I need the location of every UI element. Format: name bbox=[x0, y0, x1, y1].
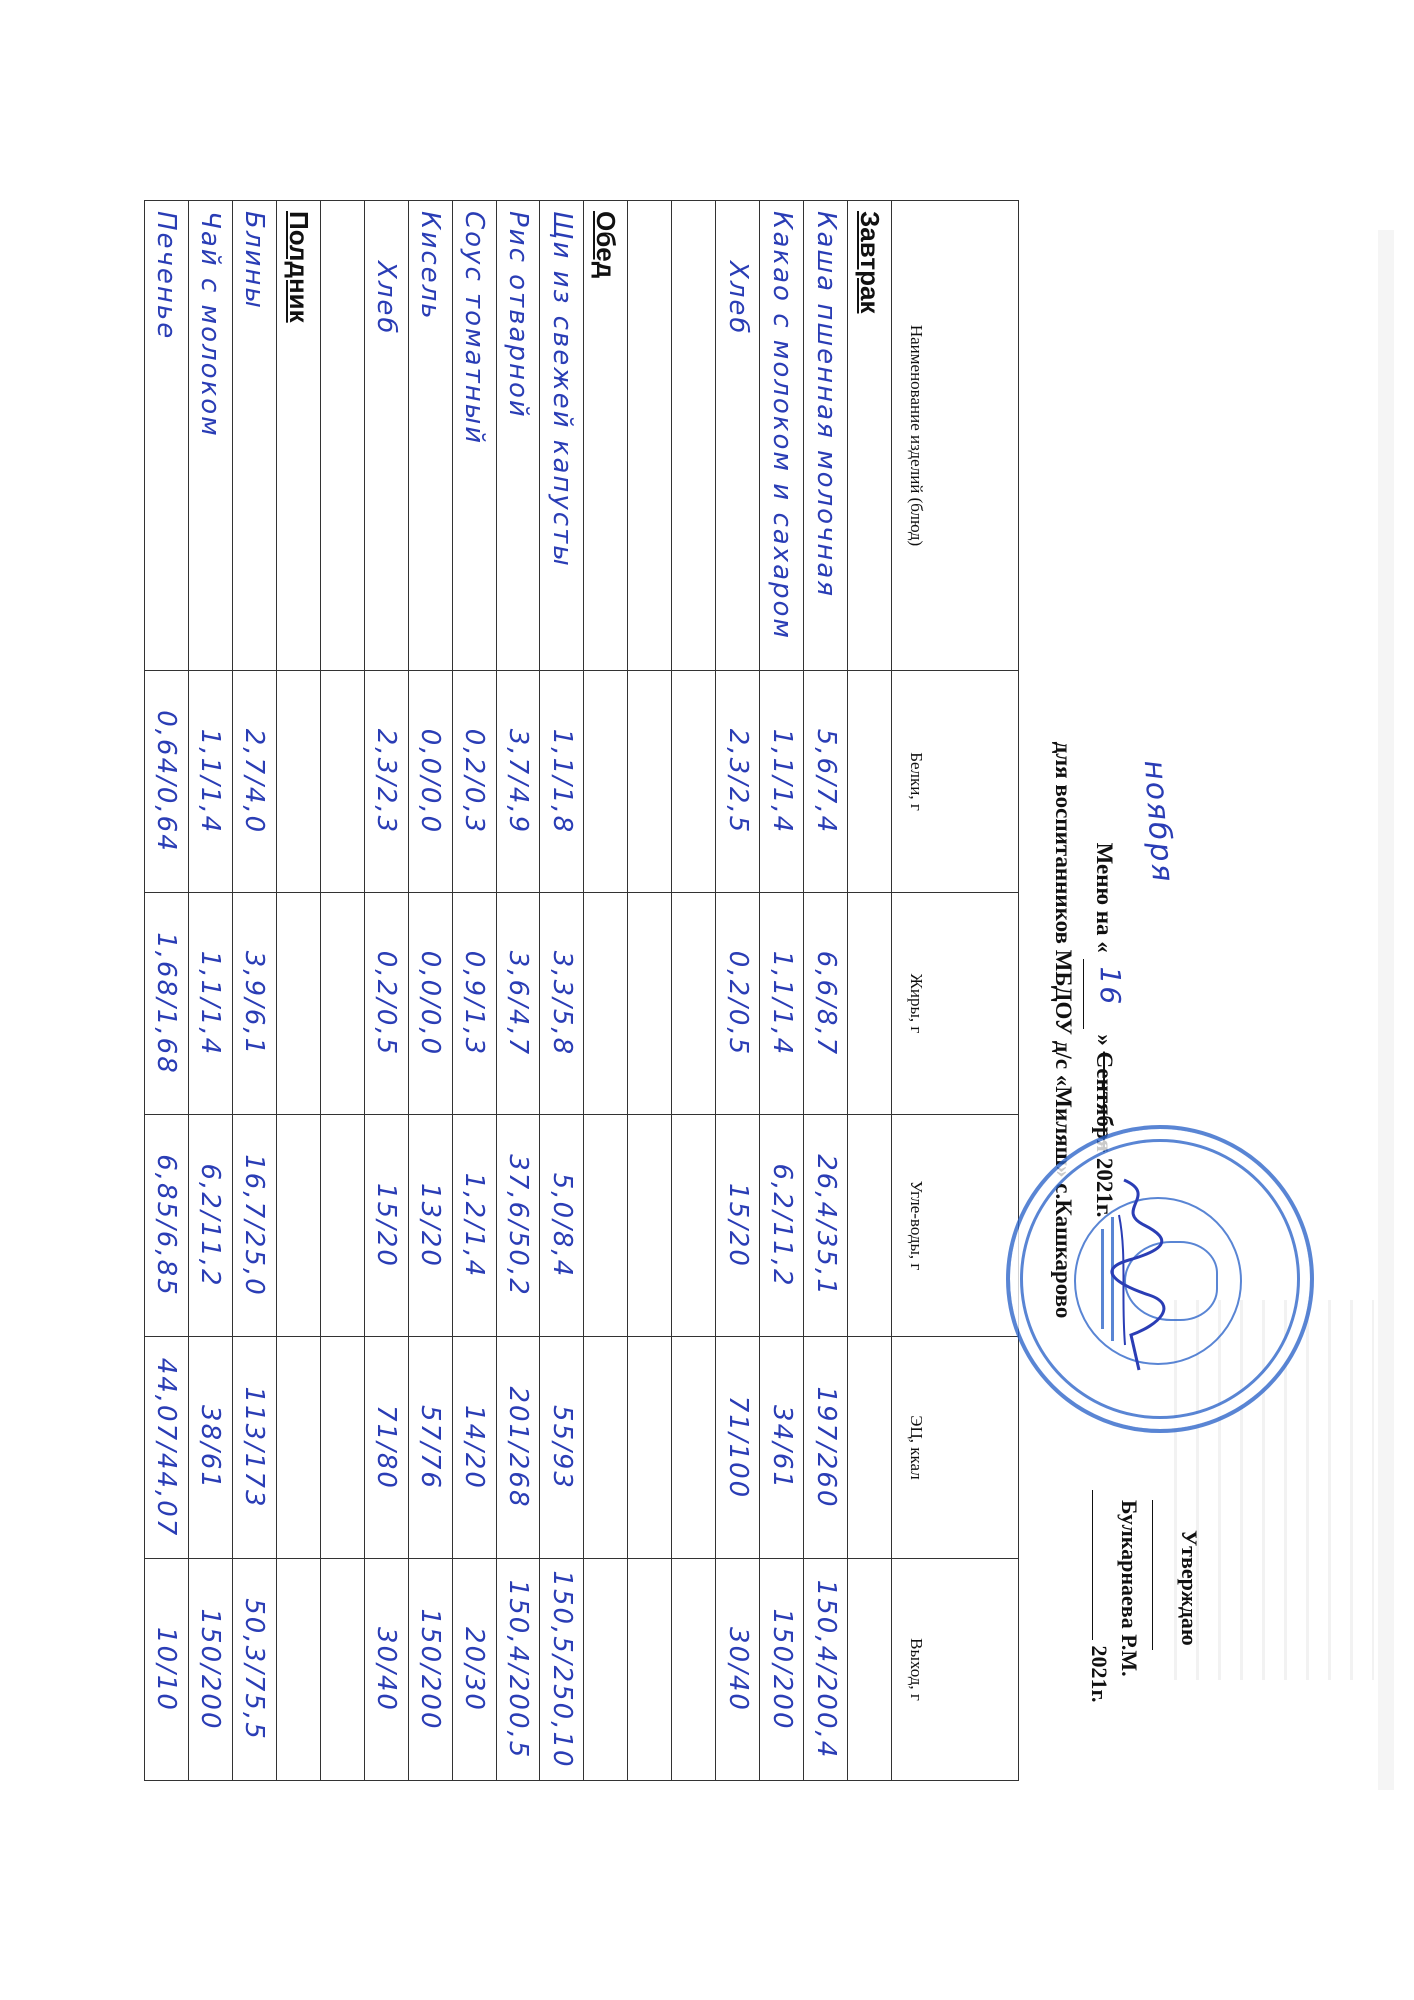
table-header-row bbox=[892, 201, 1019, 1781]
cell-carbs: 13/20 bbox=[408, 1115, 452, 1337]
blank-row bbox=[320, 201, 364, 1781]
cell-protein bbox=[672, 671, 716, 893]
signature-icon bbox=[1109, 1175, 1169, 1375]
cell-carbs: 16,7/25,0 bbox=[232, 1115, 276, 1337]
cell-yield: 150/200 bbox=[189, 1559, 233, 1781]
cell-dish bbox=[320, 201, 364, 671]
cell-fat: 3,6/4,7 bbox=[496, 893, 540, 1115]
title-year: 2021г. bbox=[1092, 1157, 1117, 1218]
seal-text-line bbox=[1101, 1229, 1104, 1329]
cell-protein bbox=[584, 671, 628, 893]
cell-fat: 0,9/1,3 bbox=[452, 893, 496, 1115]
header-protein: Белки, г bbox=[892, 671, 1019, 893]
table-row bbox=[232, 201, 276, 1781]
cell-carbs: 1,2/1,4 bbox=[452, 1115, 496, 1337]
cell-dish: Каша пшенная молочная bbox=[804, 201, 848, 671]
approval-year: 2021г. bbox=[1087, 1645, 1112, 1703]
cell-dish: Чай с молоком bbox=[189, 201, 233, 671]
cell-energy: 71/80 bbox=[364, 1337, 408, 1559]
cell-protein bbox=[628, 671, 672, 893]
cell-energy: 201/268 bbox=[496, 1337, 540, 1559]
section-label: Полдник bbox=[276, 201, 320, 671]
table-row bbox=[364, 201, 408, 1781]
cell-dish bbox=[672, 201, 716, 671]
approval-date-line bbox=[1092, 1490, 1093, 1640]
cell-fat bbox=[848, 893, 892, 1115]
cell-yield bbox=[848, 1559, 892, 1781]
cell-energy: 14/20 bbox=[452, 1337, 496, 1559]
table-body bbox=[145, 201, 892, 1781]
cell-yield bbox=[276, 1559, 320, 1781]
cell-yield: 150/200 bbox=[408, 1559, 452, 1781]
approval-block bbox=[1084, 1330, 1204, 1750]
menu-title-line2: для воспитанников МБДОУ д/с «Миляш» с.Кашкарово bbox=[1051, 741, 1076, 1319]
cell-dish: Хлеб bbox=[364, 201, 408, 671]
cell-carbs: 5,0/8,4 bbox=[540, 1115, 584, 1337]
section-row bbox=[584, 201, 628, 1781]
cell-carbs: 15/20 bbox=[716, 1115, 760, 1337]
cell-yield: 30/40 bbox=[716, 1559, 760, 1781]
cell-fat: 0,0/0,0 bbox=[408, 893, 452, 1115]
cell-protein bbox=[276, 671, 320, 893]
cell-protein: 0,0/0,0 bbox=[408, 671, 452, 893]
cell-dish: Кисель bbox=[408, 201, 452, 671]
approval-title: Утверждаю bbox=[1177, 1530, 1202, 1646]
blank-row bbox=[628, 201, 672, 1781]
cell-carbs: 6,2/11,2 bbox=[189, 1115, 233, 1337]
cell-energy bbox=[584, 1337, 628, 1559]
cell-protein: 1,1/1,4 bbox=[760, 671, 804, 893]
cell-fat bbox=[276, 893, 320, 1115]
cell-energy bbox=[628, 1337, 672, 1559]
cell-carbs bbox=[672, 1115, 716, 1337]
cell-energy: 38/61 bbox=[189, 1337, 233, 1559]
title-day-field bbox=[1083, 959, 1127, 1029]
cell-carbs: 6,85/6,85 bbox=[145, 1115, 189, 1337]
table-row bbox=[496, 201, 540, 1781]
cell-yield: 50,3/75,5 bbox=[232, 1559, 276, 1781]
header-carbs: Угле-воды, г bbox=[892, 1115, 1019, 1337]
table-row bbox=[452, 201, 496, 1781]
cell-fat bbox=[584, 893, 628, 1115]
signature-line bbox=[1152, 1500, 1153, 1650]
header-dish: Наименование изделий (блюд) bbox=[892, 201, 1019, 671]
cell-protein: 2,7/4,0 bbox=[232, 671, 276, 893]
cell-fat: 0,2/0,5 bbox=[716, 893, 760, 1115]
approval-date bbox=[1084, 1330, 1114, 1750]
cell-carbs bbox=[584, 1115, 628, 1337]
table-row bbox=[804, 201, 848, 1781]
cell-yield: 150,5/250,10 bbox=[540, 1559, 584, 1781]
cell-yield: 150/200 bbox=[760, 1559, 804, 1781]
title-day: 16 bbox=[1094, 966, 1127, 1007]
title-prefix: Меню на « bbox=[1092, 842, 1117, 953]
table-row bbox=[716, 201, 760, 1781]
cell-fat: 1,1/1,4 bbox=[189, 893, 233, 1115]
cell-protein bbox=[848, 671, 892, 893]
cell-energy: 34/61 bbox=[760, 1337, 804, 1559]
cell-energy bbox=[848, 1337, 892, 1559]
cell-energy: 55/93 bbox=[540, 1337, 584, 1559]
blank-row bbox=[672, 201, 716, 1781]
cell-dish: Блины bbox=[232, 201, 276, 671]
cell-carbs: 6,2/11,2 bbox=[760, 1115, 804, 1337]
cell-dish: Какао с молоком и сахаром bbox=[760, 201, 804, 671]
table-row bbox=[189, 201, 233, 1781]
header-energy: ЭЦ, ккал bbox=[892, 1337, 1019, 1559]
cell-dish: Щи из свежей капусты bbox=[540, 201, 584, 671]
approval-signatory bbox=[1114, 1330, 1174, 1750]
header-fat: Жиры, г bbox=[892, 893, 1019, 1115]
cell-fat bbox=[628, 893, 672, 1115]
cell-yield bbox=[320, 1559, 364, 1781]
cell-fat bbox=[672, 893, 716, 1115]
cell-fat: 3,9/6,1 bbox=[232, 893, 276, 1115]
cell-yield: 10/10 bbox=[145, 1559, 189, 1781]
cell-energy bbox=[672, 1337, 716, 1559]
cell-carbs bbox=[320, 1115, 364, 1337]
cell-carbs: 15/20 bbox=[364, 1115, 408, 1337]
cell-yield: 150,4/200,4 bbox=[804, 1559, 848, 1781]
cell-carbs: 37,6/50,2 bbox=[496, 1115, 540, 1337]
cell-protein: 1,1/1,4 bbox=[189, 671, 233, 893]
section-row bbox=[276, 201, 320, 1781]
cell-energy bbox=[320, 1337, 364, 1559]
cell-protein: 0,64/0,64 bbox=[145, 671, 189, 893]
cell-fat: 6,6/8,7 bbox=[804, 893, 848, 1115]
title-month-handwritten: ноября bbox=[1136, 758, 1181, 885]
table-row bbox=[408, 201, 452, 1781]
cell-fat: 1,68/1,68 bbox=[145, 893, 189, 1115]
cell-dish: Рис отварной bbox=[496, 201, 540, 671]
cell-energy bbox=[276, 1337, 320, 1559]
cell-protein: 3,7/4,9 bbox=[496, 671, 540, 893]
cell-protein: 2,3/2,5 bbox=[716, 671, 760, 893]
cell-protein: 5,6/7,4 bbox=[804, 671, 848, 893]
cell-carbs: 26,4/35,1 bbox=[804, 1115, 848, 1337]
cell-protein: 1,1/1,8 bbox=[540, 671, 584, 893]
cell-dish bbox=[628, 201, 672, 671]
cell-energy: 71/100 bbox=[716, 1337, 760, 1559]
cell-protein: 0,2/0,3 bbox=[452, 671, 496, 893]
cell-energy: 197/260 bbox=[804, 1337, 848, 1559]
menu-table bbox=[144, 200, 1019, 1781]
cell-protein bbox=[320, 671, 364, 893]
section-label: Обед bbox=[584, 201, 628, 671]
bleed-through-strip bbox=[1378, 230, 1394, 1790]
cell-yield: 150,4/200,5 bbox=[496, 1559, 540, 1781]
approval-name: Булкарнаева Р.М. bbox=[1117, 1500, 1142, 1677]
cell-dish: Хлеб bbox=[716, 201, 760, 671]
cell-yield bbox=[672, 1559, 716, 1781]
cell-fat bbox=[320, 893, 364, 1115]
section-label: Завтрак bbox=[848, 201, 892, 671]
section-row bbox=[848, 201, 892, 1781]
cell-protein: 2,3/2,3 bbox=[364, 671, 408, 893]
cell-fat: 3,3/5,8 bbox=[540, 893, 584, 1115]
cell-carbs bbox=[628, 1115, 672, 1337]
cell-fat: 0,2/0,5 bbox=[364, 893, 408, 1115]
header-yield: Выход, г bbox=[892, 1559, 1019, 1781]
title-day-close: » bbox=[1092, 1034, 1117, 1046]
cell-energy: 113/173 bbox=[232, 1337, 276, 1559]
cell-energy: 57/76 bbox=[408, 1337, 452, 1559]
cell-dish: Печенье bbox=[145, 201, 189, 671]
cell-energy: 44,07/44,07 bbox=[145, 1337, 189, 1559]
cell-yield bbox=[628, 1559, 672, 1781]
cell-carbs bbox=[276, 1115, 320, 1337]
cell-yield bbox=[584, 1559, 628, 1781]
table-row bbox=[540, 201, 584, 1781]
cell-carbs bbox=[848, 1115, 892, 1337]
cell-fat: 1,1/1,4 bbox=[760, 893, 804, 1115]
table-row bbox=[760, 201, 804, 1781]
cell-dish: Соус томатный bbox=[452, 201, 496, 671]
table-row bbox=[145, 201, 189, 1781]
title-month-printed: Сентября bbox=[1092, 1051, 1117, 1153]
cell-yield: 30/40 bbox=[364, 1559, 408, 1781]
cell-yield: 20/30 bbox=[452, 1559, 496, 1781]
